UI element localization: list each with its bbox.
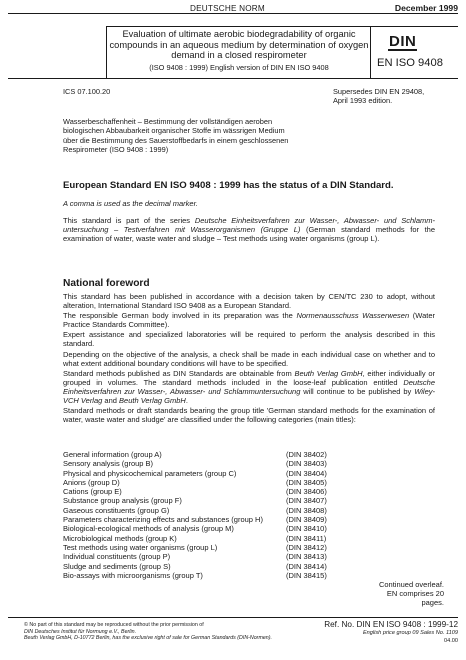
print-code: 04.00 — [444, 638, 458, 644]
foreword-paragraph-4: Depending on the objective of the analysis, a check shall be made in each individual case on whether and to what extent additional boundary conditions will have to be specified. — [63, 349, 435, 368]
header-title-top-rule — [106, 26, 458, 27]
decimal-note-text: A comma is used as the decimal marker. — [63, 199, 198, 208]
german-title-line-2: biologischen Abbaubarkeit organischer Stoffe im wässrigen Medium — [63, 126, 285, 136]
din-logo: DIN — [389, 33, 417, 50]
series-text-2: (German standard methods for the examination of water, waste water and sludge – Test methods using water organisms (group L). — [63, 225, 435, 244]
foreword-p5-text-2: , either individually or grouped in volumes. The standard methods included in the loose-leaf publication entitled — [63, 368, 436, 387]
list-item — [63, 571, 363, 580]
series-paragraph — [63, 216, 435, 243]
category-code: (DIN 38411) — [286, 533, 327, 543]
page-count: EN comprises 20 pages. — [386, 589, 444, 608]
german-title-line-4: Respirometer (ISO 9408 : 1999) — [63, 144, 169, 154]
category-label: Test methods using water organisms (group L) — [63, 542, 218, 552]
german-title-line-1: Wasserbeschaffenheit – Bestimmung der vollständigen aeroben — [63, 117, 273, 126]
category-label: Sludge and sediments (group S) — [63, 561, 171, 571]
header-top-rule — [8, 13, 458, 14]
supersedes-line-1: Supersedes DIN EN 29408, — [333, 87, 425, 96]
category-code: (DIN 38404) — [286, 468, 327, 478]
publication-date: December 1999 — [394, 3, 458, 13]
category-code: (DIN 38405) — [286, 477, 327, 487]
header-divider-right — [370, 26, 371, 78]
foreword-body — [63, 292, 435, 424]
footer-rule — [8, 617, 458, 618]
list-item — [63, 543, 363, 552]
category-code: (DIN 38407) — [286, 496, 327, 506]
price-group: English price group 09 Sales No. 1109 — [362, 630, 458, 636]
foreword-p5-italic-2: Deutsche Einheitsverfahren zur Wasser-, Abwasser- und Schlammuntersuchung — [63, 377, 435, 396]
copyright-line-3 — [24, 635, 294, 642]
category-label: Substance group analysis (group F) — [63, 496, 182, 506]
foreword-paragraph-3: Expert assistance and specialized laboratories will be required to perform the analysis described in this standard. — [63, 330, 435, 349]
list-item — [63, 506, 363, 515]
copyright-line-3-text: Beuth Verlag GmbH, D-10772 Berlin, has the exclusive right of sale for German Standards (DIN-Normen). — [24, 635, 272, 642]
category-code: (DIN 38412) — [286, 542, 327, 552]
categories-list — [63, 450, 363, 580]
reference-number: Ref. No. DIN EN ISO 9408 : 1999-12 — [324, 620, 458, 629]
status-heading: European Standard EN ISO 9408 : 1999 has the status of a DIN Standard. — [63, 180, 394, 191]
category-label: Individual constituents (group P) — [63, 552, 171, 562]
foreword-p2-text-2: (Water Practice Standards Committee). — [63, 311, 436, 330]
national-foreword-heading: National foreword — [63, 278, 150, 289]
category-code: (DIN 38402) — [286, 450, 327, 459]
foreword-p2-italic: Normenausschuss Wasserwesen — [296, 311, 410, 321]
series-text-1: This standard is part of the series — [63, 216, 195, 225]
foreword-p5-text-3: will continue to be published by — [300, 386, 415, 396]
continued-note — [364, 580, 444, 607]
foreword-paragraph-6: Standard methods or draft standards bearing the group title 'German standard methods for the examination of water, waste water and sludge' are classified under the following categories (main titles): — [63, 406, 435, 425]
decimal-note — [63, 199, 198, 208]
foreword-p5-italic-3: Wiley-VCH Verlag — [63, 386, 435, 406]
document-title: Evaluation of ultimate aerobic biodegradability of organic compounds in an aqueous medium by determination of oxygen demand in a closed respirometer — [109, 29, 369, 61]
ics-code: ICS 07.100.20 — [63, 87, 111, 96]
list-item — [63, 459, 363, 468]
supersedes-line-2: April 1993 edition. — [333, 96, 393, 106]
category-label: Microbiological methods (group K) — [63, 533, 177, 543]
list-item — [63, 524, 363, 533]
category-label: Anions (group D) — [63, 477, 120, 487]
category-label: Parameters characterizing effects and substances (group H) — [63, 515, 263, 525]
foreword-paragraph-2 — [63, 311, 435, 329]
foreword-p2-text-1: The responsible German body involved in its preparation was the — [63, 311, 297, 321]
foreword-p5-text-4: and — [102, 396, 120, 406]
standard-number: EN ISO 9408 — [377, 57, 443, 69]
copyright-notice — [24, 622, 294, 642]
category-label: General information (group A) — [63, 450, 162, 459]
list-item — [63, 478, 363, 487]
supersedes-note — [333, 87, 424, 106]
category-label: Physical and physicochemical parameters (group C) — [63, 468, 237, 478]
list-item — [63, 552, 363, 561]
foreword-p5-text-5: . — [185, 396, 188, 406]
list-item — [63, 469, 363, 478]
german-title — [63, 117, 288, 154]
copyright-line-1: © No part of this standard may be reproduced without the prior permission of — [24, 622, 204, 628]
list-item — [63, 515, 363, 524]
category-label: Bio-assays with microorganisms (group T) — [63, 570, 203, 580]
category-label: Cations (group E) — [63, 487, 122, 497]
german-title-line-3: über die Bestimmung des Sauerstoffbedarfs in einem geschlossenen — [63, 135, 289, 145]
norm-label: DEUTSCHE NORM — [190, 4, 265, 13]
category-code: (DIN 38415) — [286, 570, 327, 580]
list-item — [63, 487, 363, 496]
list-item — [63, 450, 363, 459]
category-label: Gaseous constituents (group G) — [63, 505, 170, 515]
category-label: Biological-ecological methods of analysis (group M) — [63, 524, 234, 534]
continued-overleaf: Continued overleaf. — [378, 580, 444, 589]
category-code: (DIN 38403) — [286, 459, 327, 469]
category-code: (DIN 38409) — [286, 515, 327, 525]
category-code: (DIN 38413) — [286, 552, 327, 562]
copyright-line-2-text: DIN Deutsches Institut für Normung e.V., Berlin. — [24, 628, 137, 635]
foreword-p5-italic-4: Beuth Verlag GmbH — [119, 396, 186, 406]
category-code: (DIN 38406) — [286, 487, 327, 497]
list-item — [63, 496, 363, 505]
foreword-paragraph-5 — [63, 369, 435, 405]
document-subtitle: (ISO 9408 : 1999) English version of DIN EN ISO 9408 — [149, 63, 329, 72]
foreword-p5-text-1: Standard methods published as DIN Standards are obtainable from — [63, 368, 295, 378]
list-item — [63, 534, 363, 543]
foreword-p5-italic-1: Beuth Verlag GmbH — [294, 368, 363, 378]
category-code: (DIN 38408) — [286, 505, 327, 515]
foreword-paragraph-1: This standard has been published in accordance with a decision taken by CEN/TC 230 to adopt, without alteration, International Standard ISO 9408 as a European Standard. — [63, 292, 435, 311]
list-item — [63, 562, 363, 571]
category-code: (DIN 38414) — [286, 561, 327, 571]
copyright-line-2 — [24, 629, 294, 636]
category-code: (DIN 38410) — [286, 524, 327, 534]
header-bottom-rule — [8, 78, 458, 79]
series-text-italic: Deutsche Einheitsverfahren zur Wasser-, Abwasser- und Schlamm-untersuchung – Testverfahren mit Wasserorganismen (Gruppe L) — [63, 216, 436, 235]
header-divider-left — [106, 26, 107, 78]
category-label: Sensory analysis (group B) — [63, 459, 154, 469]
